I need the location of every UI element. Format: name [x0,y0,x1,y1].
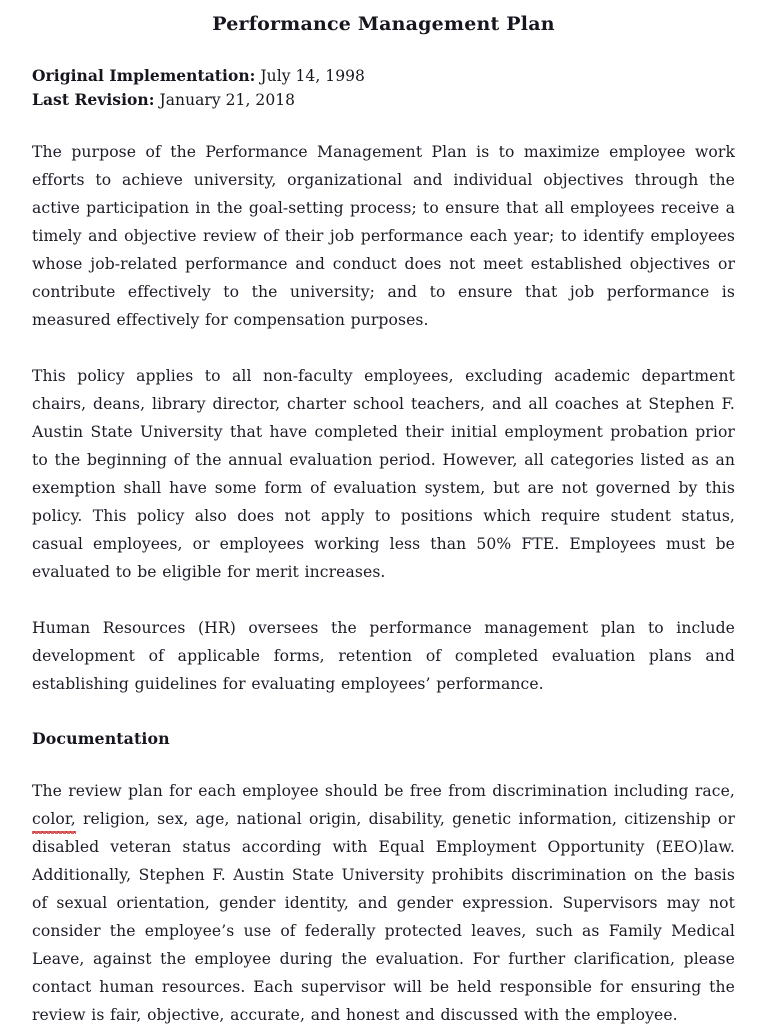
paragraph-applicability: This policy applies to all non-faculty employees, excluding academic department chairs, deans, library director, charter school teachers, and all coaches at Stephen F. Austin State University that have completed their initial employment probation prior to the beginning of the annual evaluation period. However, all categories listed as an exemption shall have some form of evaluation system, but are not governed by this policy. This policy also does not apply to positions which require student status, casual employees, or employees working less than 50% FTE. Employees must be evaluated to be eligible for merit increases. [32,367,735,581]
section-heading-documentation: Documentation [32,729,170,748]
paragraph-purpose: The purpose of the Performance Management Plan is to maximize employee work efforts to achieve university, organizational and individual objectives through the active participation in the goal-setting process; to ensure that all employees receive a timely and objective review of their job performance each year; to identify employees whose job-related performance and conduct does not meet established objectives or contribute effectively to the university; and to ensure that job performance is measured effectively for compensation purposes. [32,143,735,329]
metadata-value-last-revision: January 21, 2018 [154,91,296,109]
metadata-row-last-revision [32,88,735,112]
metadata-row-original-implementation [32,64,735,88]
paragraph-human-resources: Human Resources (HR) oversees the performance management plan to include development of applicable forms, retention of completed evaluation plans and establishing guidelines for evaluating employees’ performance. [32,619,735,693]
metadata-label-last-revision: Last Revision: [32,90,155,109]
spellcheck-misspelled-word[interactable]: color, [32,805,76,833]
metadata-value-original-implementation: July 14, 1998 [255,67,365,85]
page-title: Performance Management Plan [212,13,555,35]
documentation-text-before-misspelling: The review plan for each employee should be free from discrimination including race, [32,782,735,800]
document-metadata [32,64,735,112]
documentation-text-after-misspelling: religion, sex, age, national origin, disability, genetic information, citizenship or disabled veteran status according with Equal Employment Opportunity (EEO)law. Additionally, Stephen F. Austin State University prohibits discrimination on the basis of sexual orientation, gender identity, and gender expression. Supervisors may not consider the employee’s use of federally protected leaves, such as Family Medical Leave, against the employee during the evaluation. For further clarification, please contact human resources. Each supervisor will be held responsible for ensuring the review is fair, objective, accurate, and honest and discussed with the employee. [32,810,735,1024]
metadata-label-original-implementation: Original Implementation: [32,66,256,85]
paragraph-documentation-body [32,777,735,1029]
